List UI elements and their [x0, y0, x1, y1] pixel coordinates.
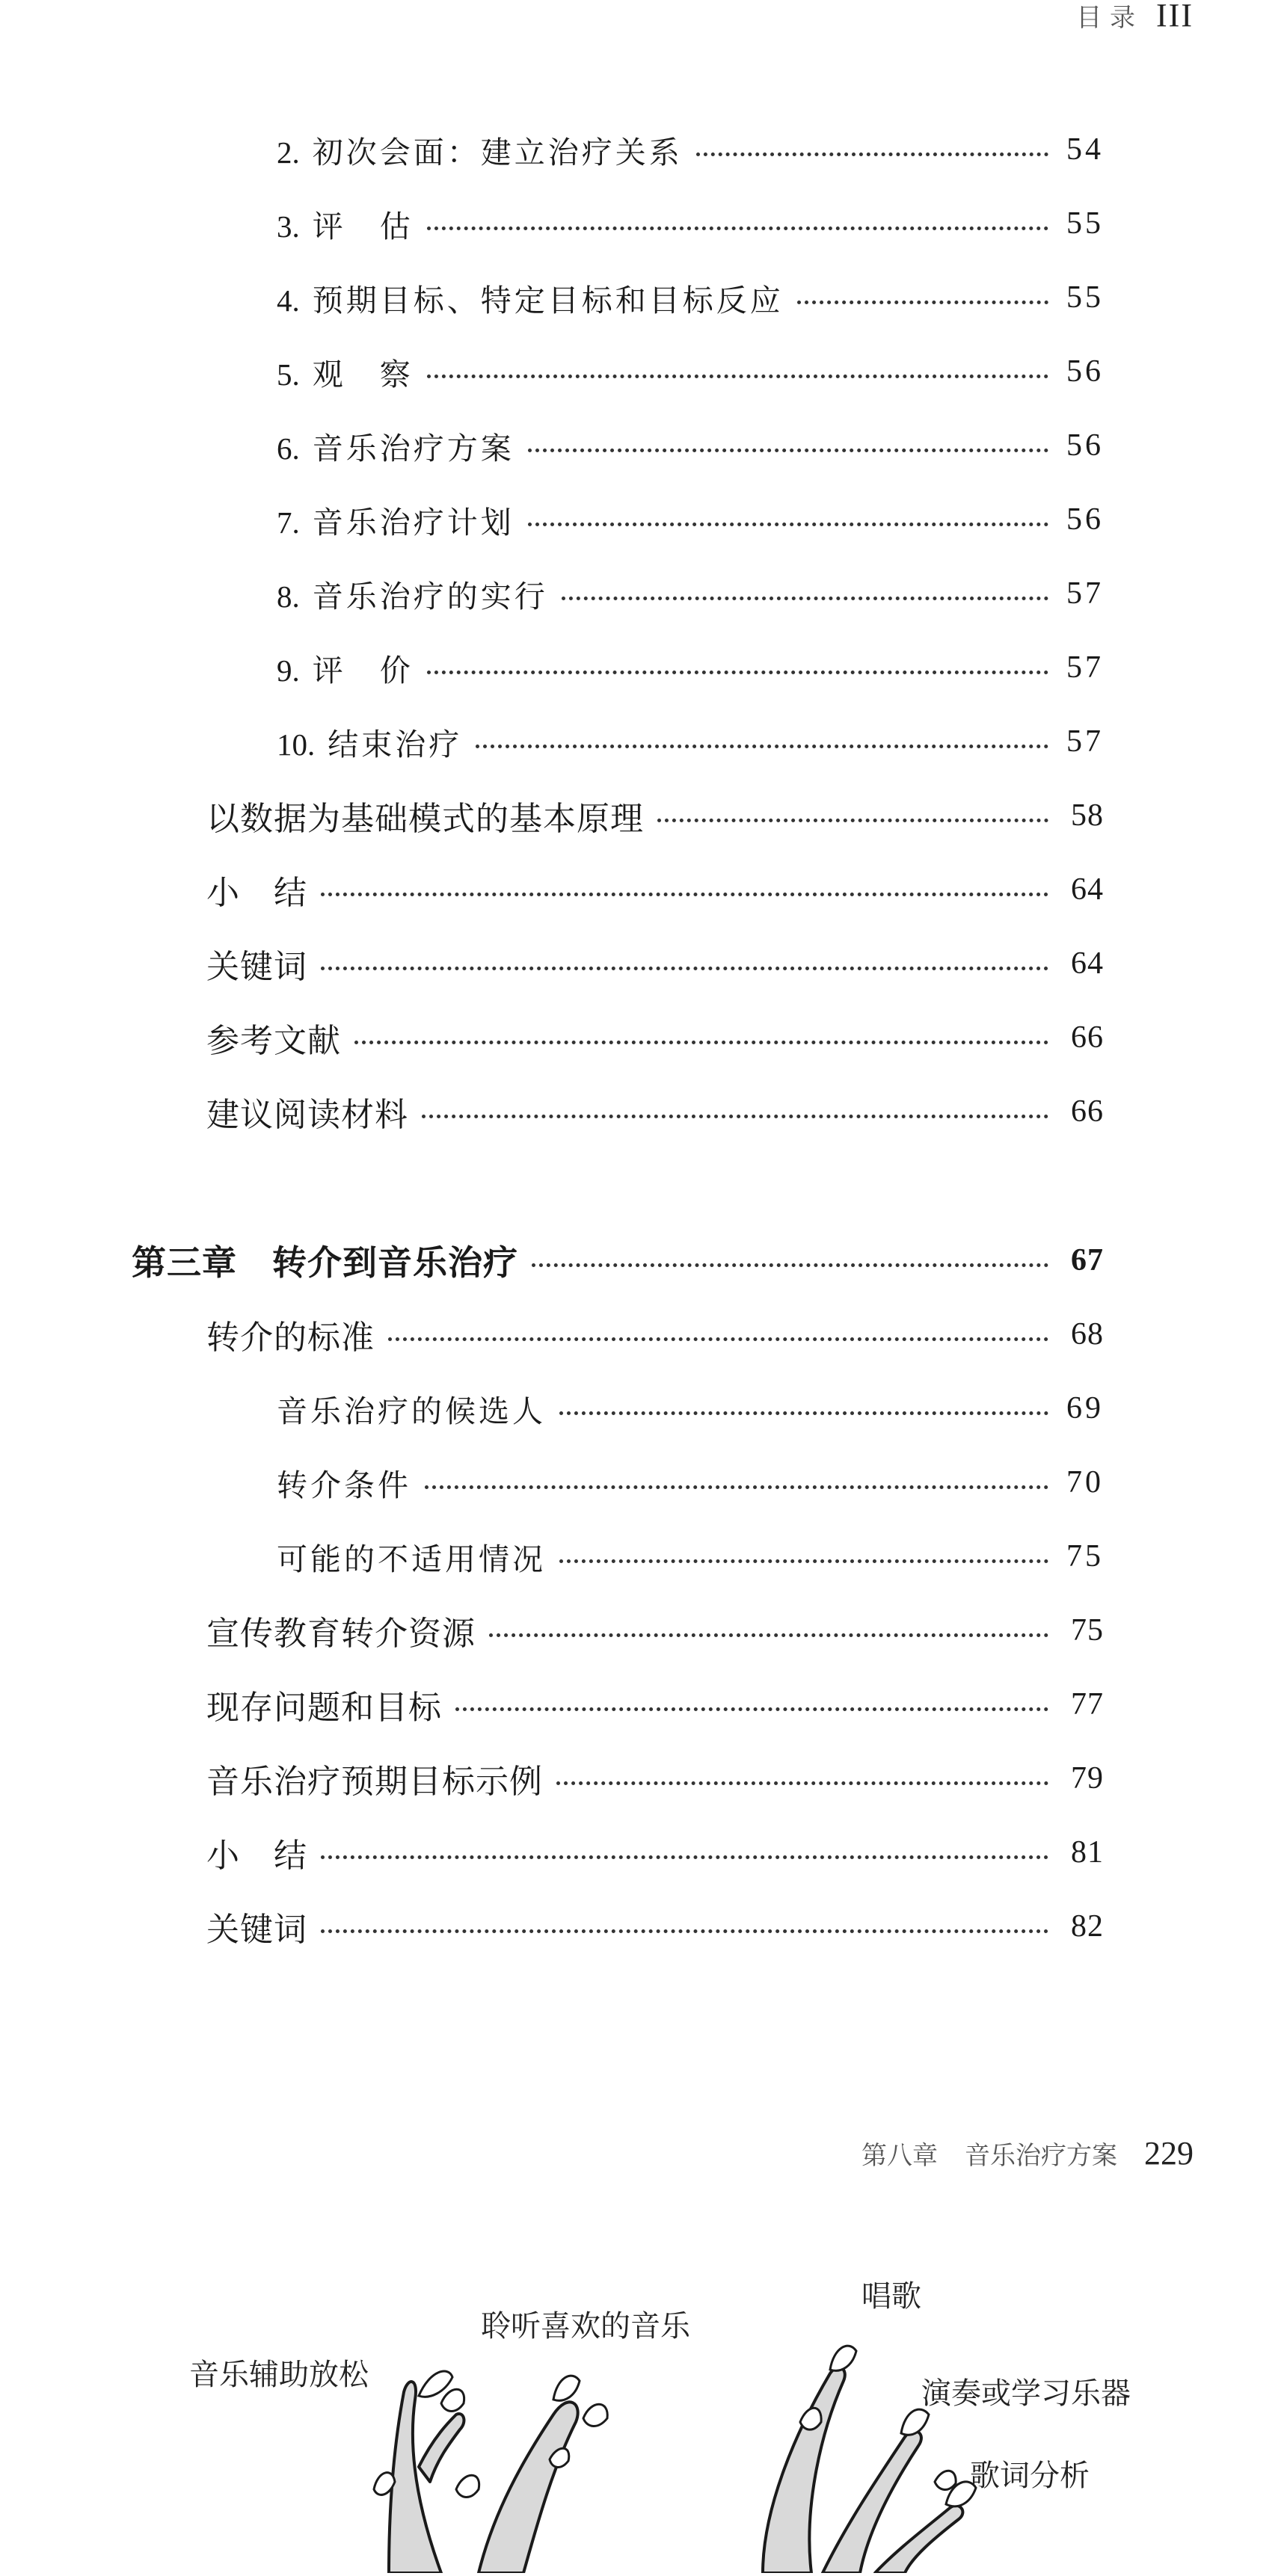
- tree-figure: [0, 2243, 1287, 2573]
- dot-leader: [427, 227, 1048, 230]
- label-play-or-learn-instrument: 演奏或学习乐器: [921, 2377, 1131, 2410]
- dot-leader: [422, 1115, 1048, 1118]
- branch-left-small: [419, 2414, 464, 2482]
- toc-entry-title: [206, 940, 307, 987]
- toc-row: [206, 937, 1104, 990]
- dot-leader: [425, 1485, 1048, 1489]
- toc-entry-number: 7.: [277, 505, 300, 540]
- toc-page-number: 79: [1071, 1761, 1104, 1796]
- toc-entry-text: 转介的标准: [206, 1319, 375, 1357]
- toc-entry-title: [132, 1236, 518, 1285]
- dot-leader: [559, 1411, 1048, 1415]
- toc-page-number: 75: [1071, 1613, 1104, 1648]
- toc-entry-number: 3.: [277, 209, 300, 244]
- toc-entry-title: [277, 424, 515, 468]
- toc-page-number: 55: [1066, 206, 1104, 241]
- toc-row: [277, 1382, 1104, 1435]
- toc-page-number: 69: [1066, 1391, 1104, 1426]
- toc-entry-number: 10.: [277, 727, 316, 762]
- toc-row: [277, 345, 1104, 398]
- toc-row: [206, 1308, 1104, 1361]
- toc-entry-title: [206, 1088, 408, 1136]
- toc-page-number: 64: [1071, 946, 1104, 981]
- second-header-chapter: 第八章: [861, 2142, 938, 2170]
- toc-entry-title: [206, 792, 644, 839]
- toc-entry-title: [206, 1310, 375, 1358]
- dot-leader: [354, 1041, 1048, 1044]
- toc-entry-text: 评 价: [312, 652, 414, 688]
- branch-lyrics: [875, 2506, 962, 2573]
- toc-entry-title: [277, 350, 414, 394]
- toc-row: [277, 641, 1104, 694]
- label-lyric-analysis: 歌词分析: [970, 2459, 1090, 2492]
- toc-page-number: 55: [1066, 280, 1104, 315]
- toc-page-number: 57: [1066, 724, 1104, 759]
- toc-page-number: 68: [1071, 1317, 1104, 1352]
- toc-page-number: 57: [1066, 576, 1104, 611]
- toc-entry-text: 参考文献: [206, 1022, 341, 1060]
- toc-entry-text: 小 结: [206, 1837, 307, 1875]
- toc-row: [277, 1530, 1104, 1583]
- toc-row: [206, 789, 1104, 842]
- toc-row: [277, 197, 1104, 250]
- toc-entry-text: 初次会面：建立治疗关系: [312, 134, 683, 170]
- toc-row: [277, 419, 1104, 472]
- toc-row: [206, 1604, 1104, 1657]
- toc-entry-title: [277, 276, 784, 320]
- label-listening-favorite-music: 聆听喜欢的音乐: [481, 2310, 690, 2343]
- toc-page-number: 75: [1066, 1539, 1104, 1574]
- toc-chapter-row: [132, 1234, 1104, 1287]
- toc-entry-title: [277, 1461, 411, 1505]
- toc-page-number: 58: [1071, 798, 1104, 833]
- second-header-page-number: 229: [1144, 2135, 1194, 2172]
- dot-leader: [562, 597, 1048, 600]
- toc-page-number: 66: [1071, 1020, 1104, 1055]
- toc-entry-title: [277, 202, 414, 246]
- toc-entry-text: 观 察: [312, 356, 414, 392]
- toc-row: [206, 1900, 1104, 1953]
- toc-page-number: 57: [1066, 650, 1104, 685]
- toc-row: [277, 715, 1104, 768]
- toc-page-number: 81: [1071, 1835, 1104, 1870]
- toc-entry-number: 4.: [277, 283, 300, 318]
- toc-entry-text: 以数据为基础模式的基本原理: [206, 800, 644, 838]
- dot-leader: [556, 1781, 1048, 1785]
- toc-entry-text: 现存问题和目标: [206, 1689, 442, 1727]
- toc-page-number: 56: [1066, 502, 1104, 537]
- toc-row: [206, 1678, 1104, 1731]
- toc-entry-title: [206, 1754, 543, 1802]
- toc-page-number: 82: [1071, 1909, 1104, 1944]
- toc-row: [206, 1752, 1104, 1805]
- dot-leader: [797, 301, 1048, 304]
- dot-leader: [528, 449, 1048, 452]
- toc-row: [206, 1011, 1104, 1064]
- toc-entry-title: [206, 1902, 307, 1950]
- second-page-header: [861, 2134, 1194, 2172]
- dot-leader: [532, 1263, 1048, 1267]
- toc-entry-title: [206, 1014, 341, 1061]
- header-section: 目 录: [1076, 2, 1136, 33]
- toc-row: [206, 863, 1104, 916]
- toc-entry-text: 预期目标、特定目标和目标反应: [312, 282, 784, 318]
- dot-leader: [321, 967, 1048, 970]
- dot-leader: [696, 152, 1048, 156]
- toc-page-number: 64: [1071, 872, 1104, 907]
- toc-row: [277, 493, 1104, 546]
- toc-entry-title: [277, 646, 414, 690]
- toc-entry-text: 音乐治疗预期目标示例: [206, 1763, 543, 1801]
- toc-entry-text: 建议阅读材料: [206, 1096, 408, 1134]
- toc-page-number: 66: [1071, 1094, 1104, 1129]
- dot-leader: [455, 1707, 1048, 1711]
- second-header-title: 音乐治疗方案: [965, 2142, 1117, 2170]
- branch-sing: [763, 2367, 845, 2573]
- label-singing: 唱歌: [861, 2280, 921, 2313]
- toc-entry-title: [277, 1387, 546, 1431]
- toc-page-number: 56: [1066, 354, 1104, 389]
- toc-row: [277, 567, 1104, 620]
- toc-entry-title: [206, 1828, 307, 1876]
- toc-entry-text: 关键词: [206, 948, 307, 986]
- dot-leader: [321, 893, 1048, 896]
- toc-row: [277, 1456, 1104, 1509]
- toc-entry-title: [277, 128, 683, 172]
- toc-entry-text: 转介条件: [277, 1467, 411, 1503]
- toc-entry-text: 音乐治疗方案: [312, 430, 515, 466]
- dot-leader: [321, 1929, 1048, 1933]
- dot-leader: [321, 1855, 1048, 1859]
- toc-page-number: 77: [1071, 1687, 1104, 1722]
- dot-leader: [489, 1633, 1048, 1637]
- toc-entry-title: [277, 1535, 546, 1579]
- toc-entry-text: 小 结: [206, 874, 307, 912]
- running-header: [1076, 0, 1194, 34]
- toc-page-number: 56: [1066, 428, 1104, 463]
- toc-entry-title: [277, 498, 515, 542]
- toc-entry-text: 音乐治疗计划: [312, 504, 515, 540]
- toc-entry-title: [206, 866, 307, 913]
- toc-entry-title: [206, 1680, 442, 1728]
- toc-entry-number: 9.: [277, 653, 300, 688]
- toc-page-number: 70: [1066, 1465, 1104, 1500]
- toc-entry-text: 评 估: [312, 208, 414, 244]
- toc-entry-text: 结束治疗: [328, 726, 463, 762]
- toc-entry-text: 音乐治疗的实行: [312, 578, 548, 614]
- toc-entry-number: 8.: [277, 579, 300, 614]
- dot-leader: [528, 523, 1048, 526]
- toc-entry-text: 宣传教育转介资源: [206, 1615, 476, 1653]
- dot-leader: [388, 1337, 1048, 1341]
- toc-entry-text: 音乐治疗的候选人: [277, 1393, 546, 1429]
- toc-entry-text: 可能的不适用情况: [277, 1541, 546, 1577]
- toc-row: [277, 271, 1104, 324]
- toc-page-number: 54: [1066, 132, 1104, 167]
- header-page-number: III: [1156, 0, 1194, 34]
- toc-entry-text: 关键词: [206, 1911, 307, 1949]
- toc-entry-title: [277, 572, 548, 616]
- dot-leader: [657, 819, 1048, 822]
- toc-entry-number: 6.: [277, 431, 300, 466]
- toc-row: [206, 1826, 1104, 1879]
- label-music-assisted-relaxation: 音乐辅助放松: [189, 2358, 369, 2391]
- toc-row: [206, 1085, 1104, 1138]
- toc-entry-text: 第三章 转介到音乐治疗: [132, 1242, 518, 1283]
- toc-row: [277, 123, 1104, 176]
- toc-page-number: 67: [1071, 1243, 1104, 1278]
- toc-entry-title: [277, 720, 462, 764]
- toc-entry-title: [206, 1606, 476, 1654]
- toc-entry-number: 5.: [277, 357, 300, 392]
- branch-listen: [479, 2402, 578, 2573]
- dot-leader: [427, 671, 1048, 674]
- toc-entry-number: 2.: [277, 135, 300, 170]
- dot-leader: [427, 375, 1048, 378]
- branch-relax: [389, 2382, 441, 2573]
- dot-leader: [476, 745, 1048, 748]
- dot-leader: [559, 1559, 1048, 1563]
